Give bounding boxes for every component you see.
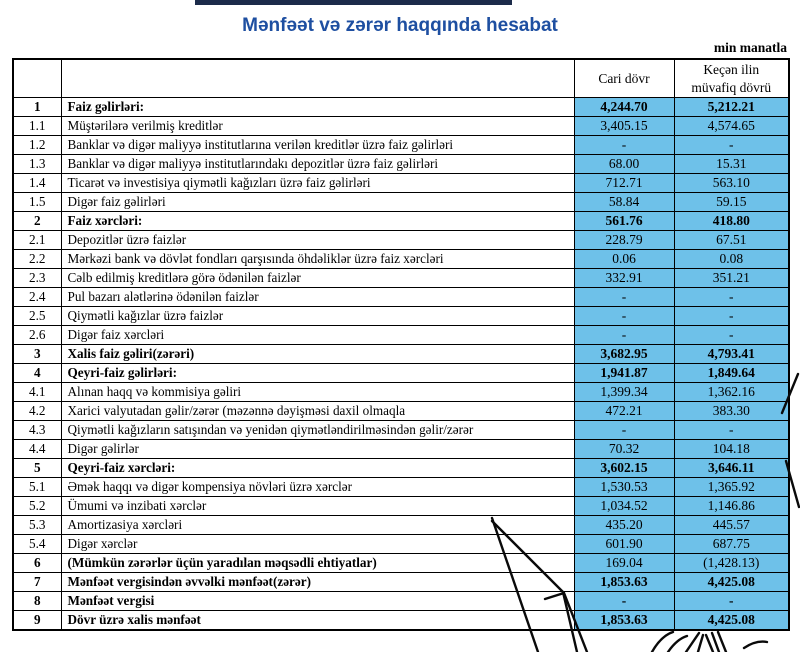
value-current-period: 1,034.52	[574, 497, 674, 516]
value-previous-period: 445.57	[674, 516, 789, 535]
row-number: 4	[13, 364, 61, 383]
table-row	[13, 535, 789, 554]
report-table-body	[13, 98, 789, 631]
value-current-period: 68.00	[574, 155, 674, 174]
value-current-period: -	[574, 288, 674, 307]
value-previous-period: 67.51	[674, 231, 789, 250]
scribble-stroke	[686, 633, 703, 652]
scribble-stroke	[744, 642, 767, 648]
table-row	[13, 364, 789, 383]
value-current-period: -	[574, 136, 674, 155]
table-row	[13, 345, 789, 364]
row-label: Digər xərclər	[61, 535, 574, 554]
table-row	[13, 307, 789, 326]
row-label: Mənfəət vergisi	[61, 592, 574, 611]
value-previous-period: -	[674, 592, 789, 611]
value-previous-period: 1,362.16	[674, 383, 789, 402]
table-row	[13, 326, 789, 345]
row-label: Qiymətli kağızların satışından və yenidən qiymətləndirilməsindən gəlir/zərər	[61, 421, 574, 440]
row-label: Digər gəlirlər	[61, 440, 574, 459]
value-previous-period: -	[674, 421, 789, 440]
row-number: 1.2	[13, 136, 61, 155]
value-current-period: 1,530.53	[574, 478, 674, 497]
row-label: Xalis faiz gəliri(zərəri)	[61, 345, 574, 364]
unit-label: min manatla	[713, 40, 787, 55]
scribble-stroke	[652, 632, 673, 652]
row-label: Depozitlər üzrə faizlər	[61, 231, 574, 250]
table-row	[13, 516, 789, 535]
row-number: 4.4	[13, 440, 61, 459]
value-previous-period: 59.15	[674, 193, 789, 212]
row-number: 2.6	[13, 326, 61, 345]
value-current-period: 228.79	[574, 231, 674, 250]
table-row	[13, 573, 789, 592]
row-number: 8	[13, 592, 61, 611]
table-row	[13, 440, 789, 459]
row-number: 2.5	[13, 307, 61, 326]
row-label: Əmək haqqı və digər kompensiya növləri üzrə xərclər	[61, 478, 574, 497]
row-label: Qeyri-faiz gəlirləri:	[61, 364, 574, 383]
row-label: Dövr üzrə xalis mənfəət	[61, 611, 574, 631]
header-previous-line2: müvafiq dövrü	[691, 79, 772, 95]
row-number: 5.2	[13, 497, 61, 516]
row-label: Digər faiz xərcləri	[61, 326, 574, 345]
table-row	[13, 478, 789, 497]
value-previous-period: 1,146.86	[674, 497, 789, 516]
value-previous-period: 418.80	[674, 212, 789, 231]
row-number: 2.1	[13, 231, 61, 250]
table-row	[13, 383, 789, 402]
row-number: 2.2	[13, 250, 61, 269]
row-label: Pul bazarı alətlərinə ödənilən faizlər	[61, 288, 574, 307]
value-current-period: 3,682.95	[574, 345, 674, 364]
row-number: 1.5	[13, 193, 61, 212]
row-label: Banklar və digər maliyyə institutlarına verilən kreditlər üzrə faiz gəlirləri	[61, 136, 574, 155]
value-previous-period: 383.30	[674, 402, 789, 421]
value-previous-period: 4,425.08	[674, 573, 789, 592]
table-row	[13, 155, 789, 174]
row-number: 4.3	[13, 421, 61, 440]
header-number-cell	[13, 59, 61, 98]
row-label: Qeyri-faiz xərcləri:	[61, 459, 574, 478]
value-current-period: 1,399.34	[574, 383, 674, 402]
table-row	[13, 117, 789, 136]
table-row	[13, 402, 789, 421]
value-current-period: -	[574, 326, 674, 345]
table-row	[13, 497, 789, 516]
value-current-period: 1,853.63	[574, 573, 674, 592]
value-current-period: 70.32	[574, 440, 674, 459]
table-row	[13, 136, 789, 155]
row-number: 3	[13, 345, 61, 364]
top-window-bar	[195, 0, 512, 5]
row-number: 5.1	[13, 478, 61, 497]
row-label: Ümumi və inzibati xərclər	[61, 497, 574, 516]
row-label: Faiz xərcləri:	[61, 212, 574, 231]
value-current-period: 58.84	[574, 193, 674, 212]
row-number: 2.3	[13, 269, 61, 288]
value-previous-period: -	[674, 326, 789, 345]
header-previous-line1: Keçən ilin	[703, 61, 760, 77]
value-previous-period: -	[674, 307, 789, 326]
value-previous-period: 4,574.65	[674, 117, 789, 136]
value-previous-period: 5,212.21	[674, 98, 789, 117]
row-label: Alınan haqq və kommisiya gəliri	[61, 383, 574, 402]
table-row	[13, 250, 789, 269]
value-previous-period: (1,428.13)	[674, 554, 789, 573]
value-previous-period: -	[674, 288, 789, 307]
value-previous-period: 15.31	[674, 155, 789, 174]
header-row	[13, 59, 789, 98]
row-number: 7	[13, 573, 61, 592]
value-current-period: -	[574, 307, 674, 326]
row-label: Xarici valyutadan gəlir/zərər (məzənnə dəyişməsi daxil olmaqla	[61, 402, 574, 421]
page-title: Mənfəət və zərər haqqında hesabat	[242, 15, 558, 36]
pnl-table	[12, 58, 790, 631]
value-previous-period: 104.18	[674, 440, 789, 459]
row-number: 2	[13, 212, 61, 231]
header-item-cell	[61, 59, 574, 98]
value-previous-period: 4,793.41	[674, 345, 789, 364]
scribble-stroke	[706, 632, 726, 652]
row-label: (Mümkün zərərlər üçün yaradılan məqsədli ehtiyatlar)	[61, 554, 574, 573]
value-previous-period: 687.75	[674, 535, 789, 554]
row-label: Müştərilərə verilmiş kreditlər	[61, 117, 574, 136]
row-number: 4.1	[13, 383, 61, 402]
row-number: 5	[13, 459, 61, 478]
value-previous-period: 1,849.64	[674, 364, 789, 383]
row-label: Mənfəət vergisindən əvvəlki mənfəət(zərər)	[61, 573, 574, 592]
table-row	[13, 421, 789, 440]
value-previous-period: 563.10	[674, 174, 789, 193]
value-current-period: -	[574, 592, 674, 611]
row-number: 1	[13, 98, 61, 117]
row-label: Banklar və digər maliyyə institutlarındakı depozitlər üzrə faiz gəlirləri	[61, 155, 574, 174]
value-current-period: 561.76	[574, 212, 674, 231]
value-previous-period: 4,425.08	[674, 611, 789, 631]
value-current-period: 435.20	[574, 516, 674, 535]
table-row	[13, 174, 789, 193]
row-label: Qiymətli kağızlar üzrə faizlər	[61, 307, 574, 326]
table-row	[13, 611, 789, 631]
value-current-period: 3,405.15	[574, 117, 674, 136]
row-number: 1.3	[13, 155, 61, 174]
value-current-period: 712.71	[574, 174, 674, 193]
row-number: 2.4	[13, 288, 61, 307]
row-number: 5.3	[13, 516, 61, 535]
value-current-period: 472.21	[574, 402, 674, 421]
table-row	[13, 459, 789, 478]
row-label: Amortizasiya xərcləri	[61, 516, 574, 535]
value-previous-period: 351.21	[674, 269, 789, 288]
table-row	[13, 269, 789, 288]
value-current-period: -	[574, 421, 674, 440]
row-number: 4.2	[13, 402, 61, 421]
value-previous-period: 1,365.92	[674, 478, 789, 497]
row-label: Faiz gəlirləri:	[61, 98, 574, 117]
table-row	[13, 592, 789, 611]
value-current-period: 601.90	[574, 535, 674, 554]
row-number: 9	[13, 611, 61, 631]
value-current-period: 332.91	[574, 269, 674, 288]
row-label: Mərkəzi bank və dövlət fondları qarşısında öhdəliklər üzrə faiz xərcləri	[61, 250, 574, 269]
table-row	[13, 231, 789, 250]
value-current-period: 0.06	[574, 250, 674, 269]
table-row	[13, 98, 789, 117]
value-previous-period: -	[674, 136, 789, 155]
row-label: Ticarət və investisiya qiymətli kağızları üzrə faiz gəlirləri	[61, 174, 574, 193]
row-number: 1.4	[13, 174, 61, 193]
table-row	[13, 212, 789, 231]
scribble-stroke	[668, 636, 687, 652]
header-current-period: Cari dövr	[574, 59, 674, 98]
value-current-period: 1,853.63	[574, 611, 674, 631]
row-number: 1.1	[13, 117, 61, 136]
table-row	[13, 288, 789, 307]
table-row	[13, 554, 789, 573]
row-number: 5.4	[13, 535, 61, 554]
value-current-period: 4,244.70	[574, 98, 674, 117]
row-label: Digər faiz gəlirləri	[61, 193, 574, 212]
value-current-period: 1,941.87	[574, 364, 674, 383]
row-label: Cəlb edilmiş kreditlərə görə ödənilən faizlər	[61, 269, 574, 288]
value-current-period: 3,602.15	[574, 459, 674, 478]
row-number: 6	[13, 554, 61, 573]
header-previous-period	[674, 59, 789, 98]
value-previous-period: 0.08	[674, 250, 789, 269]
value-previous-period: 3,646.11	[674, 459, 789, 478]
value-current-period: 169.04	[574, 554, 674, 573]
table-row	[13, 193, 789, 212]
